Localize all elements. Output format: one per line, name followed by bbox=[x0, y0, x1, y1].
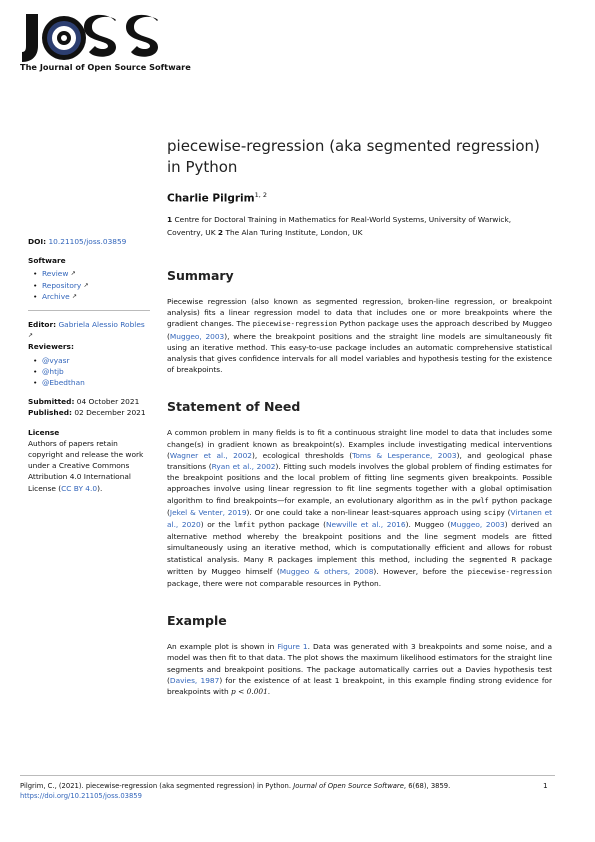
reviewer-link[interactable]: @htjb bbox=[42, 366, 64, 376]
license-heading: License bbox=[28, 427, 60, 437]
citation-link[interactable]: Davies, 1987 bbox=[169, 675, 220, 685]
text-run: ) for the existence of at least 1 breakpoint, in this example finding strong evidence for breakpoints with bbox=[167, 675, 552, 697]
figure-link[interactable]: Figure 1 bbox=[277, 642, 308, 652]
text-run: An example plot is shown in bbox=[167, 642, 278, 652]
citation-link[interactable]: Jekel & Venter, 2019 bbox=[169, 507, 247, 517]
repository-link[interactable]: Repository bbox=[42, 280, 82, 290]
text-run: Pilgrim, C., (2021). piecewise-regression (aka segmented regression) in Python. bbox=[20, 782, 294, 790]
reviewers-heading: Reviewers: bbox=[28, 342, 74, 352]
affiliation-text: The Alan Turing Institute, London, UK bbox=[225, 227, 363, 237]
review-link[interactable]: Review bbox=[42, 269, 69, 279]
text-run: Python package uses the approach described by Muggeo ( bbox=[167, 319, 552, 341]
published-line bbox=[28, 407, 150, 418]
text-run: R package written by Muggeo himself ( bbox=[167, 554, 552, 576]
editor-link[interactable]: Gabriela Alessio Robles bbox=[58, 320, 145, 330]
statement-of-need-heading: Statement of Need bbox=[167, 399, 301, 415]
external-link-icon: ↗ bbox=[70, 270, 76, 278]
submitted-line bbox=[28, 396, 150, 407]
doi-line bbox=[28, 236, 150, 247]
citation-link[interactable]: Muggeo, 2003 bbox=[169, 331, 225, 341]
citation-link[interactable]: Ryan et al., 2002 bbox=[211, 462, 276, 472]
affiliations bbox=[167, 214, 547, 239]
list-item bbox=[42, 377, 150, 388]
license-end: ). bbox=[97, 483, 103, 493]
reviewers-list bbox=[28, 355, 150, 389]
code-text: scipy bbox=[483, 508, 505, 517]
code-text: lmfit bbox=[234, 521, 256, 530]
archive-link[interactable]: Archive bbox=[42, 291, 70, 301]
affiliation-text: Centre for Doctoral Training in Mathematics for Real-World Systems, University of Warwick, Coventry, UK bbox=[167, 215, 512, 237]
submitted-label: Submitted: bbox=[28, 397, 75, 407]
list-item bbox=[42, 355, 150, 366]
citation-link[interactable]: Virtanen et al., 2020 bbox=[167, 507, 553, 530]
math-expression: p < 0.001 bbox=[231, 687, 268, 697]
paper-title: piecewise-regression (aka segmented regression) in Python bbox=[167, 137, 540, 176]
summary-paragraph bbox=[167, 296, 552, 375]
reviewer-link[interactable]: @Ebedthan bbox=[42, 378, 85, 388]
license-link[interactable]: CC BY 4.0 bbox=[61, 483, 98, 493]
joss-wordmark-logo bbox=[20, 12, 180, 64]
list-item bbox=[42, 291, 150, 302]
text-run: ). Muggeo ( bbox=[405, 520, 451, 530]
footer-divider bbox=[20, 775, 555, 776]
external-link-icon: ↗ bbox=[28, 332, 34, 340]
example-heading: Example bbox=[167, 613, 227, 629]
submitted-date: 04 October 2021 bbox=[76, 397, 140, 407]
author-name: Charlie Pilgrim bbox=[167, 192, 255, 205]
reviewer-link[interactable]: @vyasr bbox=[42, 355, 70, 365]
list-item bbox=[42, 280, 150, 291]
text-run: ), ecological thresholds ( bbox=[252, 450, 353, 460]
doi-label: DOI: bbox=[28, 237, 47, 246]
need-paragraph bbox=[167, 427, 552, 589]
license-text bbox=[28, 438, 150, 494]
code-text: piecewise-regression bbox=[467, 567, 552, 576]
text-run: ). Or one could take a non-linear least-squares approach using bbox=[246, 507, 484, 517]
author-affiliation-marks: 1, 2 bbox=[254, 191, 267, 199]
page-number: 1 bbox=[543, 781, 548, 790]
main-content bbox=[167, 268, 552, 697]
code-text: pwlf bbox=[471, 496, 489, 505]
external-link-icon: ↗ bbox=[83, 281, 89, 289]
published-label: Published: bbox=[28, 408, 72, 418]
doi-url-link[interactable]: https://doi.org/10.21105/joss.03859 bbox=[20, 792, 142, 800]
list-item bbox=[42, 366, 150, 377]
software-heading: Software bbox=[28, 256, 66, 266]
text-run: python package ( bbox=[255, 520, 326, 530]
code-text: piecewise-regression bbox=[252, 320, 337, 329]
footer-citation bbox=[20, 781, 532, 801]
text-run: ( bbox=[504, 507, 511, 517]
example-paragraph bbox=[167, 641, 552, 697]
text-run: ), and geological phase transitions ( bbox=[167, 450, 552, 472]
sidebar bbox=[28, 236, 150, 494]
citation-link[interactable]: Wagner et al., 2002 bbox=[169, 450, 252, 460]
license-body: Authors of papers retain copyright and release the work under a Creative Commons Attribution 4.0 International License ( bbox=[28, 438, 144, 493]
affiliation-number: 2 bbox=[217, 227, 224, 237]
citation-link[interactable]: Muggeo & others, 2008 bbox=[279, 566, 374, 576]
text-run: ) derived an alternative method whereby the breakpoint positions and the line segment models are fitted simultaneously using an iterative method, which is computationally efficient and allows for robust statistical analysis. Many R packages implement this method, including the bbox=[167, 520, 552, 564]
citation-link[interactable]: Muggeo, 2003 bbox=[450, 520, 505, 530]
journal-logo bbox=[20, 12, 191, 78]
published-date: 02 December 2021 bbox=[74, 408, 146, 418]
citation-link[interactable]: Toms & Lesperance, 2003 bbox=[352, 450, 457, 460]
text-run: ). However, before the bbox=[373, 566, 468, 576]
summary-heading: Summary bbox=[167, 268, 234, 283]
editor-line bbox=[28, 319, 150, 341]
list-item bbox=[42, 268, 150, 279]
sidebar-divider bbox=[28, 310, 150, 311]
external-link-icon: ↗ bbox=[72, 292, 78, 300]
text-run: python package ( bbox=[167, 495, 552, 517]
text-run: ), where the breakpoint positions and the straight line models are simultaneously fit using an iterative method. This easy-to-use package includes an automatic comprehensive statistical analysis that gives confidence intervals for all model variables and hypothesis testing for the existence of breakpoints. bbox=[167, 331, 552, 375]
text-run: , 6(68), 3859. bbox=[403, 782, 451, 790]
text-run: A common problem in many fields is to fit a continuous straight line model to data that includes some change(s) in gradient known as breakpoint(s). Examples include investigating medical interventions ( bbox=[167, 428, 552, 460]
text-run: package, there were not comparable resources in Python. bbox=[167, 579, 382, 589]
text-run: Piecewise regression (also known as segmented regression, broken-line regression, or breakpoint analysis) fits a linear regression model to data that includes one or more breakpoints where the gradient changes. The bbox=[167, 297, 552, 329]
editor-label: Editor: bbox=[28, 320, 57, 330]
affiliation-number: 1 bbox=[167, 215, 173, 224]
code-text: segmented bbox=[468, 555, 507, 564]
journal-name: The Journal of Open Source Software bbox=[20, 62, 191, 72]
text-run: . Data was generated with 3 breakpoints and some noise, and a model was then fit to that data. The plot shows the maximum likelihood estimators for the straight line segments and breakpoint positions. The package automatically carries out a Davies hypothesis test ( bbox=[167, 642, 552, 685]
text-run: . bbox=[267, 687, 271, 697]
journal-title: Journal of Open Source Software bbox=[293, 782, 404, 790]
author-line bbox=[167, 191, 267, 205]
doi-link[interactable]: 10.21105/joss.03859 bbox=[48, 237, 127, 246]
citation-link[interactable]: Newville et al., 2016 bbox=[325, 520, 406, 530]
software-links bbox=[28, 268, 150, 302]
text-run: ). Fitting such models involves the global problem of finding estimates for the breakpoint positions and the local problem of fitting line segments given breakpoints. Possible approaches involve using linear regression to fit line segments together with a global optimisation algorithm to find breakpoints—for example, an evolutionary algorithm as in the bbox=[167, 462, 553, 505]
text-run: ) or the bbox=[200, 520, 235, 530]
